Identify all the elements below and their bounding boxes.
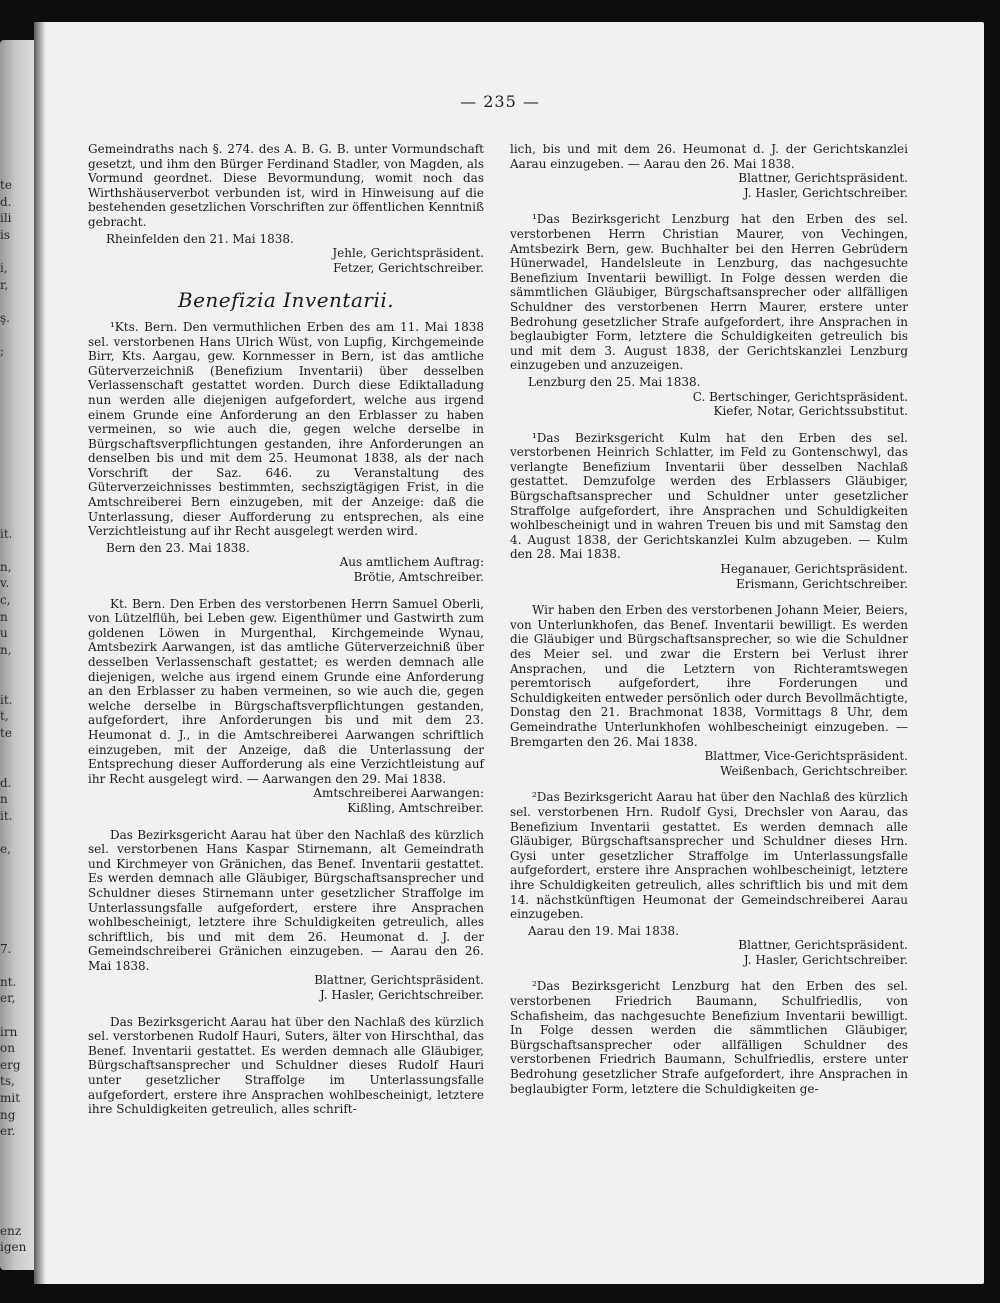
previous-page-fragment: n	[0, 609, 8, 624]
notice-signature: Kiefer, Notar, Gerichtssubstitut.	[713, 404, 908, 419]
notice-entry	[88, 1015, 484, 1117]
previous-page-fragment: d.	[0, 775, 12, 790]
previous-page-fragment: it.	[0, 526, 13, 541]
notice-signature: J. Hasler, Gerichtschreiber.	[743, 185, 908, 200]
previous-page-fragment: on	[0, 1041, 15, 1056]
notice-signature: C. Bertschinger, Gerichtspräsident.	[692, 389, 908, 404]
continued-notice	[88, 142, 484, 275]
notice-signature: Erismann, Gerichtschreiber.	[736, 576, 908, 591]
notice-entry	[88, 597, 484, 816]
previous-page-fragment: u	[0, 626, 8, 641]
notice-entry	[510, 790, 908, 967]
notice-place-date: Rheinfelden den 21. Mai 1838.	[106, 231, 294, 246]
notice-signature: Blattner, Gerichtspräsident.	[314, 973, 484, 988]
previous-page-fragment: igen	[0, 1240, 26, 1255]
notice-entry	[510, 431, 908, 592]
previous-page-fragment: mit	[0, 1091, 21, 1105]
right-column	[510, 142, 908, 1108]
notice-text: Wir haben den Erben des verstorbenen Johann Meier, Beiers, von Unterlunkhofen, das Benef. Inventarii bewilligt. Es werden die Gläubiger und Bürgschaftsansprecher, so wie die Schuldner des Meier sel. und zwar die Erstern bei Verlust ihrer Ansprachen, und die Letztern von Richteramtswegen peremtorisch aufgefordert, ihre Forderungen und Schuldigkeiten entweder persönlich oder durch Bevollmächtigte, Donstag den 21. Brachmonat 1838, Vormittags 8 Uhr, dem Gemeindrathe Unterlunkhofen wohlbescheinigt einzugeben. — Bremgarten den 26. Mai 1838.	[510, 603, 908, 749]
previous-page-fragment: ng	[0, 1107, 16, 1122]
previous-page-fragment: irn	[0, 1024, 18, 1039]
previous-page-fragment: e,	[0, 842, 11, 856]
previous-page-fragment: d.	[0, 194, 12, 209]
previous-page-fragment: ;	[0, 344, 5, 358]
notice-signature: J. Hasler, Gerichtschreiber.	[319, 988, 484, 1003]
notice-entry	[510, 212, 908, 418]
notice-entry	[88, 320, 484, 585]
previous-page-fragment: n	[0, 792, 8, 807]
previous-page-fragment: n,	[0, 559, 12, 574]
notice-text: lich, bis und mit dem 26. Heumonat d. J. der Gerichtskanzlei Aarau einzugeben. — Aarau den 26. Mai 1838.	[510, 142, 908, 171]
previous-page-fragment: er,	[0, 991, 16, 1006]
previous-page-fragment: er.	[0, 1124, 16, 1139]
notice-signature: Aus amtlichem Auftrag:	[339, 555, 484, 570]
previous-page-fragment: ili	[0, 211, 12, 226]
notice-signature: Blattner, Gerichtspräsident.	[738, 171, 908, 186]
previous-page-fragment: nt.	[0, 974, 17, 989]
previous-page-fragment: ş.	[0, 310, 10, 325]
previous-page-fragment: c,	[0, 593, 11, 607]
notice-entry	[510, 603, 908, 778]
notice-place-date: Aarau den 19. Mai 1838.	[528, 923, 679, 938]
section-title: Benefizia Inventarii.	[177, 288, 395, 313]
notice-signature: J. Hasler, Gerichtschreiber.	[743, 952, 908, 967]
previous-page-fragment: v.	[0, 576, 10, 591]
previous-page-fragment: 7.	[0, 941, 12, 956]
page-number: — 235 —	[460, 92, 540, 111]
left-column	[88, 142, 484, 1129]
previous-page-fragment: ts,	[0, 1074, 15, 1089]
previous-page-fragment: erg	[0, 1057, 21, 1072]
previous-page-fragment: te	[0, 178, 12, 192]
notice-text: Kt. Bern. Den Erben des verstorbenen Herrn Samuel Oberli, von Lützelflüh, bei Leben gew. Eigenthümer und Gastwirth zum goldenen Löwen in Murgenthal, Kirchgemeinde Wynau, Amtsbezirk Aarwangen, ist das amtliche Güterverzeichniß über desselben Verlassenschaft gestattet; es werden demnach alle diejenigen, welche aus irgend einem Grunde eine Anforderung an den Erblasser zu haben vermeinen, so wie auch die, gegen welche derselbe in Bürgschaftsverpflichtungen gestanden, aufgefordert, ihre Anforderungen bis und mit dem 23. Heumonat d. J., in die Amtschreiberei Aarwangen schriftlich einzugeben, mit der Anzeige, daß die Unterlassung der Entsprechung dieser Aufforderung als eine Verzichtleistung auf ihr Recht ausgelegt wird. — Aarwangen den 29. Mai 1838.	[88, 596, 484, 786]
notice-entry	[510, 979, 908, 1096]
notice-text: ²Das Bezirksgericht Aarau hat über den Nachlaß des kürzlich sel. verstorbenen Hrn. Rudolf Gysi, Drechsler von Aarau, das Benefizium Inventarii gestattet. Es werden demnach alle Gläubiger, Bürgschaftsansprecher und Schuldner dieses Hrn. Gysi unter gesetzlicher Straffolge im Unterlassungsfalle aufgefordert, erstere ihre Ansprachen wohlbescheinigt, letztere ihre Schuldigkeiten getreulich, alles schriftlich bis und mit dem 14. nächstkünftigen Heumonat der Gemeindschreiberei Aarau einzugeben.	[510, 790, 908, 922]
previous-page-fragment: enz	[0, 1223, 22, 1238]
notice-signature: Kißling, Amtschreiber.	[347, 800, 484, 815]
notice-signature: Weißenbach, Gerichtschreiber.	[720, 763, 908, 778]
notice-signature: Amtschreiberei Aarwangen:	[313, 786, 484, 801]
notice-signature: Blattmer, Vice-Gerichtspräsident.	[704, 749, 908, 764]
notice-text: Das Bezirksgericht Aarau hat über den Nachlaß des kürzlich sel. verstorbenen Rudolf Hauri, Suters, älter von Hirschthal, das Benef. Inventarii gestattet. Es werden demnach alle Gläubiger, Bürgschaftsansprecher und Schuldner dieses Rudolf Hauri unter gesetzlicher Straffolge im Unterlassungsfalle aufgefordert, erstere ihre Ansprachen wohlbescheinigt, letztere ihre Schuldigkeiten getreulich, alles schrift-	[88, 1014, 484, 1117]
previous-page-fragment: t,	[0, 709, 9, 724]
previous-page-fragment: it.	[0, 808, 13, 823]
notice-text: ¹Das Bezirksgericht Lenzburg hat den Erben des sel. verstorbenen Herrn Christian Maurer, von Vechingen, Amtsbezirk Bern, gew. Buchhalter bei den Herren Gebrüdern Hünerwadel, Handelsleute in Lenzburg, das nachgesuchte Benefizium Inventarii bewilligt. In Folge dessen werden die sämmtlichen Gläubiger, Bürgschaftsansprecher oder allfälligen Schuldner des verstorbenen Herrn Maurer, erstere unter Bedrohung gesetzlicher Strafe aufgefordert, ihre Ansprachen in beglaubigter Form, letztere die Schuldigkeiten getreulich bis und mit dem 3. August 1838, der Gerichtskanzlei Lenzburg einzugeben und anzuzeigen.	[510, 212, 908, 373]
notice-text: ²Das Bezirksgericht Lenzburg hat den Erben des sel. verstorbenen Friedrich Baumann, Schulfriedlis, von Schafisheim, das nachgesuchte Benefizium Inventarii bewilligt. In Folge dessen werden die sämmtlichen Gläubiger, Bürgschaftsansprecher oder allfälligen Schuldner des verstorbenen Friedrich Baumann, Schulfriedlis, erstere unter Bedrohung gesetzlicher Strafe aufgefordert, ihre Ansprachen in beglaubigter Form, letztere die Schuldigkeiten ge-	[510, 979, 908, 1096]
continued-notice	[510, 142, 908, 200]
notice-signature: Brötie, Amtschreiber.	[353, 570, 484, 585]
notice-signature: Fetzer, Gerichtschreiber.	[333, 260, 484, 275]
notice-text: Das Bezirksgericht Aarau hat über den Nachlaß des kürzlich sel. verstorbenen Hans Kaspar Stirnemann, alt Gemeindrath und Kirchmeyer von Gränichen, das Benef. Inventarii gestattet. Es werden demnach alle Gläubiger, Bürgschaftsansprecher und Schuldner dieses Stirnemann unter gesetzlicher Straffolge im Unterlassungsfalle aufgefordert, erstere ihre Ansprachen wohlbescheinigt, letztere ihre Schuldigkeiten getreulich, alles schriftlich, bis und mit dem 26. Heumonat d. J. der Gemeindschreiberei Gränichen einzugeben. — Aarau den 26. Mai 1838.	[88, 827, 484, 973]
notice-signature: Jehle, Gerichtspräsident.	[332, 246, 484, 261]
previous-page-fragment: te	[0, 725, 12, 740]
notice-text: ¹Kts. Bern. Den vermuthlichen Erben des am 11. Mai 1838 sel. verstorbenen Hans Ulrich Wüst, von Lupfig, Kirchgemeinde Birr, Kts. Aargau, gew. Kornmesser in Bern, ist das amtliche Güterverzeichniß (Benefizium Inventarii) über desselben Verlassenschaft gestattet worden. Durch diese Ediktalladung nun werden alle diejenigen aufgefordert, welche aus irgend einem Grunde eine Anforderung an den Erblasser zu haben vermeinen, so wie auch die, gegen welche derselbe in Bürgschaftsverpflichtungen gestanden, ihre Anforderungen an denselben bis und mit dem 25. Heumonat 1838, als der nach Vorschrift der Saz. 646. zu Veranstaltung des Güterverzeichnisses bestimmten, sechszigtägigen Frist, in die Amtschreiberei Bern einzugeben, mit der Anzeige: daß die Unterlassung, dieser Aufforderung zu entsprechen, als eine Verzichtleistung auf ihr Recht ausgelegt werden wird.	[88, 319, 484, 539]
notice-entry	[88, 828, 484, 1003]
notice-signature: Heganauer, Gerichtspräsident.	[720, 562, 908, 577]
previous-page-fragment: r,	[0, 277, 9, 292]
previous-page-fragment: is	[0, 227, 10, 242]
previous-page-fragment: i,	[0, 261, 8, 275]
notice-text: Gemeindraths nach §. 274. des A. B. G. B. unter Vormundschaft gesetzt, und ihm den Bürger Ferdinand Stadler, von Magden, als Vormund geordnet. Diese Bevormundung, womit noch das Wirthshäuserverbot verbunden ist, wird in Hinweisung auf die bestehenden gesetzlichen Vorschriften zur öffentlichen Kenntniß gebracht.	[88, 142, 484, 229]
page-spine-shadow	[34, 22, 46, 1284]
notice-signature: Blattner, Gerichtspräsident.	[738, 938, 908, 953]
notice-place-date: Bern den 23. Mai 1838.	[106, 540, 250, 555]
previous-page-fragment: it.	[0, 692, 13, 707]
previous-page-fragment: n,	[0, 642, 12, 657]
notice-place-date: Lenzburg den 25. Mai 1838.	[528, 374, 701, 389]
notice-text: ¹Das Bezirksgericht Kulm hat den Erben des sel. verstorbenen Heinrich Schlatter, im Feld zu Gontenschwyl, das verlangte Benefizium Inventarii über desselben Nachlaß gestattet. Demzufolge werden des Erblassers Gläubiger, Bürgschaftsansprecher und Schuldner unter gesetzlicher Straffolge aufgefordert, ihre Ansprachen und Schuldigkeiten wohlbescheinigt und in wahren Treuen bis und mit Samstag den 4. August 1838, der Gerichtskanzlei Kulm abzugeben. — Kulm den 28. Mai 1838.	[510, 430, 908, 562]
